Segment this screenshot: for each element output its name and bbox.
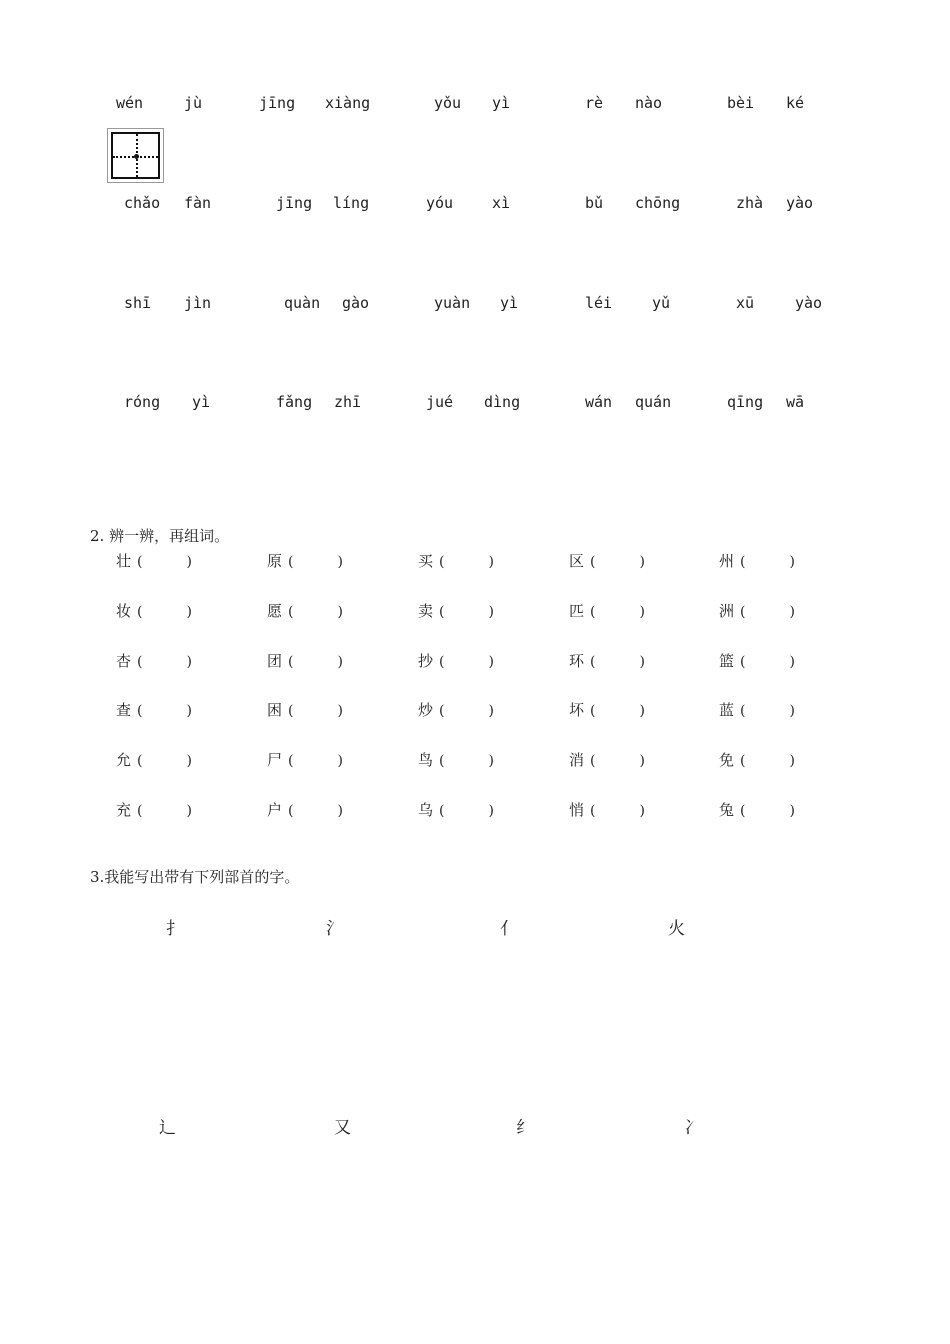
target-character: 坏	[569, 701, 585, 720]
target-character: 鸟	[418, 751, 434, 770]
word-build-item	[719, 799, 795, 820]
answer-paren-open: (	[137, 554, 143, 570]
answer-paren-open: (	[740, 603, 746, 620]
radical-label: 氵	[326, 919, 343, 939]
answer-paren-close: )	[789, 603, 795, 620]
answer-paren-close: )	[488, 703, 494, 720]
answer-paren-open: (	[439, 554, 445, 570]
radical-label: 纟	[516, 1118, 533, 1138]
answer-paren-close: )	[488, 653, 494, 670]
pinyin-syllable: jīng	[259, 94, 296, 112]
answer-paren-open: (	[740, 753, 746, 770]
answer-paren-open: (	[288, 753, 294, 770]
target-character: 篮	[719, 651, 735, 670]
pinyin-syllable: nào	[635, 94, 663, 112]
pinyin-syllable: róng	[124, 393, 161, 411]
target-character: 洲	[719, 601, 735, 620]
pinyin-syllable: xì	[492, 194, 511, 212]
pinyin-syllable: yuàn	[434, 294, 471, 312]
word-build-item	[569, 550, 645, 571]
answer-paren-close: )	[186, 703, 192, 720]
pinyin-syllable: fàn	[184, 194, 212, 212]
word-build-item	[569, 600, 645, 621]
section3-title: 3.我能写出带有下列部首的字。	[90, 868, 300, 886]
pinyin-syllable: fǎng	[276, 393, 313, 411]
target-character: 尸	[267, 751, 283, 770]
word-build-item	[418, 749, 494, 770]
target-character: 壮	[116, 552, 132, 570]
pinyin-syllable: yǒu	[434, 94, 462, 112]
answer-paren-close: )	[488, 753, 494, 770]
answer-paren-close: )	[488, 603, 494, 620]
answer-paren-open: (	[590, 803, 596, 819]
answer-paren-close: )	[789, 653, 795, 670]
target-character: 悄	[569, 801, 585, 819]
answer-paren-open: (	[740, 653, 746, 670]
answer-paren-open: (	[590, 703, 596, 720]
pinyin-syllable: líng	[333, 194, 370, 212]
word-build-item	[719, 550, 795, 571]
answer-paren-close: )	[337, 703, 343, 720]
answer-paren-close: )	[488, 554, 494, 570]
pinyin-syllable: ké	[786, 94, 805, 112]
word-build-item	[267, 550, 343, 571]
pinyin-syllable: dìng	[484, 393, 521, 411]
pinyin-syllable: yǔ	[652, 294, 671, 312]
word-build-item	[116, 749, 192, 770]
pinyin-syllable: yì	[500, 294, 519, 312]
pinyin-syllable: zhī	[334, 393, 362, 411]
target-character: 州	[719, 552, 735, 570]
pinyin-syllable: quán	[635, 393, 672, 411]
writing-grid-box	[107, 128, 164, 183]
answer-paren-open: (	[590, 603, 596, 620]
radical-label: 火	[668, 919, 685, 939]
radical-label: 又	[334, 1118, 351, 1138]
answer-paren-close: )	[789, 803, 795, 819]
word-build-item	[418, 650, 494, 671]
answer-paren-close: )	[186, 603, 192, 620]
radical-label: 亻	[500, 919, 517, 939]
word-build-item	[267, 650, 343, 671]
answer-paren-close: )	[337, 653, 343, 670]
answer-paren-open: (	[439, 703, 445, 720]
answer-paren-open: (	[137, 653, 143, 670]
pinyin-syllable: quàn	[284, 294, 321, 312]
pinyin-syllable: xū	[736, 294, 755, 312]
radical-label: 辶	[159, 1118, 176, 1138]
word-build-item	[418, 699, 494, 720]
answer-paren-close: )	[186, 753, 192, 770]
word-build-item	[267, 799, 343, 820]
answer-paren-open: (	[590, 554, 596, 570]
answer-paren-close: )	[337, 753, 343, 770]
answer-paren-close: )	[639, 803, 645, 819]
target-character: 消	[569, 751, 585, 770]
word-build-item	[267, 749, 343, 770]
answer-paren-close: )	[639, 554, 645, 570]
target-character: 免	[719, 751, 735, 770]
answer-paren-open: (	[740, 554, 746, 570]
pinyin-syllable: wán	[585, 393, 613, 411]
radical-label: 扌	[166, 919, 183, 939]
answer-paren-open: (	[288, 554, 294, 570]
word-build-item	[116, 799, 192, 820]
target-character: 卖	[418, 601, 434, 620]
target-character: 原	[267, 552, 283, 570]
target-character: 妆	[116, 601, 132, 620]
radical-label: 冫	[684, 1118, 701, 1138]
word-build-item	[267, 699, 343, 720]
pinyin-syllable: léi	[585, 294, 613, 312]
answer-paren-close: )	[639, 753, 645, 770]
word-build-item	[569, 749, 645, 770]
word-build-item	[569, 699, 645, 720]
answer-paren-close: )	[789, 703, 795, 720]
target-character: 区	[569, 552, 585, 570]
word-build-item	[719, 600, 795, 621]
pinyin-syllable: jīng	[276, 194, 313, 212]
target-character: 乌	[418, 801, 434, 819]
answer-paren-close: )	[488, 803, 494, 819]
answer-paren-open: (	[439, 753, 445, 770]
answer-paren-open: (	[288, 703, 294, 720]
target-character: 炒	[418, 701, 434, 720]
answer-paren-close: )	[186, 803, 192, 819]
word-build-item	[418, 799, 494, 820]
answer-paren-open: (	[439, 603, 445, 620]
target-character: 匹	[569, 601, 585, 620]
pinyin-syllable: qīng	[727, 393, 764, 411]
target-character: 兔	[719, 801, 735, 819]
word-build-item	[116, 550, 192, 571]
word-build-item	[116, 699, 192, 720]
answer-paren-close: )	[789, 753, 795, 770]
pinyin-syllable: jué	[426, 393, 454, 411]
answer-paren-close: )	[337, 803, 343, 819]
pinyin-syllable: xiàng	[325, 94, 371, 112]
pinyin-syllable: zhà	[736, 194, 764, 212]
target-character: 环	[569, 651, 585, 670]
target-character: 户	[267, 801, 283, 819]
target-character: 允	[116, 751, 132, 770]
answer-paren-open: (	[740, 803, 746, 819]
pinyin-syllable: chǎo	[124, 194, 161, 212]
pinyin-syllable: jìn	[184, 294, 212, 312]
answer-paren-close: )	[186, 554, 192, 570]
pinyin-syllable: jù	[184, 94, 203, 112]
word-build-item	[267, 600, 343, 621]
pinyin-syllable: rè	[585, 94, 604, 112]
pinyin-syllable: wén	[116, 94, 144, 112]
target-character: 愿	[267, 601, 283, 620]
target-character: 蓝	[719, 701, 735, 720]
answer-paren-close: )	[337, 554, 343, 570]
word-build-item	[719, 650, 795, 671]
word-build-item	[116, 600, 192, 621]
answer-paren-open: (	[590, 653, 596, 670]
target-character: 充	[116, 801, 132, 819]
answer-paren-open: (	[590, 753, 596, 770]
answer-paren-open: (	[137, 803, 143, 819]
target-character: 困	[267, 701, 283, 720]
answer-paren-open: (	[439, 803, 445, 819]
answer-paren-open: (	[137, 703, 143, 720]
word-build-item	[418, 550, 494, 571]
answer-paren-close: )	[186, 653, 192, 670]
target-character: 抄	[418, 651, 434, 670]
answer-paren-open: (	[740, 703, 746, 720]
pinyin-syllable: yào	[786, 194, 814, 212]
answer-paren-open: (	[439, 653, 445, 670]
pinyin-syllable: bǔ	[585, 194, 604, 212]
pinyin-syllable: yào	[795, 294, 823, 312]
target-character: 团	[267, 651, 283, 670]
word-build-item	[719, 699, 795, 720]
target-character: 买	[418, 552, 434, 570]
word-build-item	[116, 650, 192, 671]
pinyin-syllable: gào	[342, 294, 370, 312]
word-build-item	[569, 799, 645, 820]
answer-paren-open: (	[137, 603, 143, 620]
answer-paren-open: (	[288, 653, 294, 670]
pinyin-syllable: yóu	[426, 194, 454, 212]
answer-paren-close: )	[337, 603, 343, 620]
pinyin-syllable: shī	[124, 294, 152, 312]
target-character: 查	[116, 701, 132, 720]
pinyin-syllable: bèi	[727, 94, 755, 112]
answer-paren-open: (	[288, 803, 294, 819]
pinyin-syllable: yì	[192, 393, 211, 411]
answer-paren-close: )	[639, 603, 645, 620]
pinyin-syllable: yì	[492, 94, 511, 112]
answer-paren-close: )	[639, 653, 645, 670]
word-build-item	[569, 650, 645, 671]
answer-paren-close: )	[639, 703, 645, 720]
word-build-item	[719, 749, 795, 770]
target-character: 杏	[116, 651, 132, 670]
answer-paren-open: (	[288, 603, 294, 620]
section2-title: 2. 辨一辨，再组词。	[90, 527, 230, 545]
answer-paren-close: )	[789, 554, 795, 570]
pinyin-syllable: wā	[786, 393, 805, 411]
answer-paren-open: (	[137, 753, 143, 770]
pinyin-syllable: chōng	[635, 194, 681, 212]
word-build-item	[418, 600, 494, 621]
